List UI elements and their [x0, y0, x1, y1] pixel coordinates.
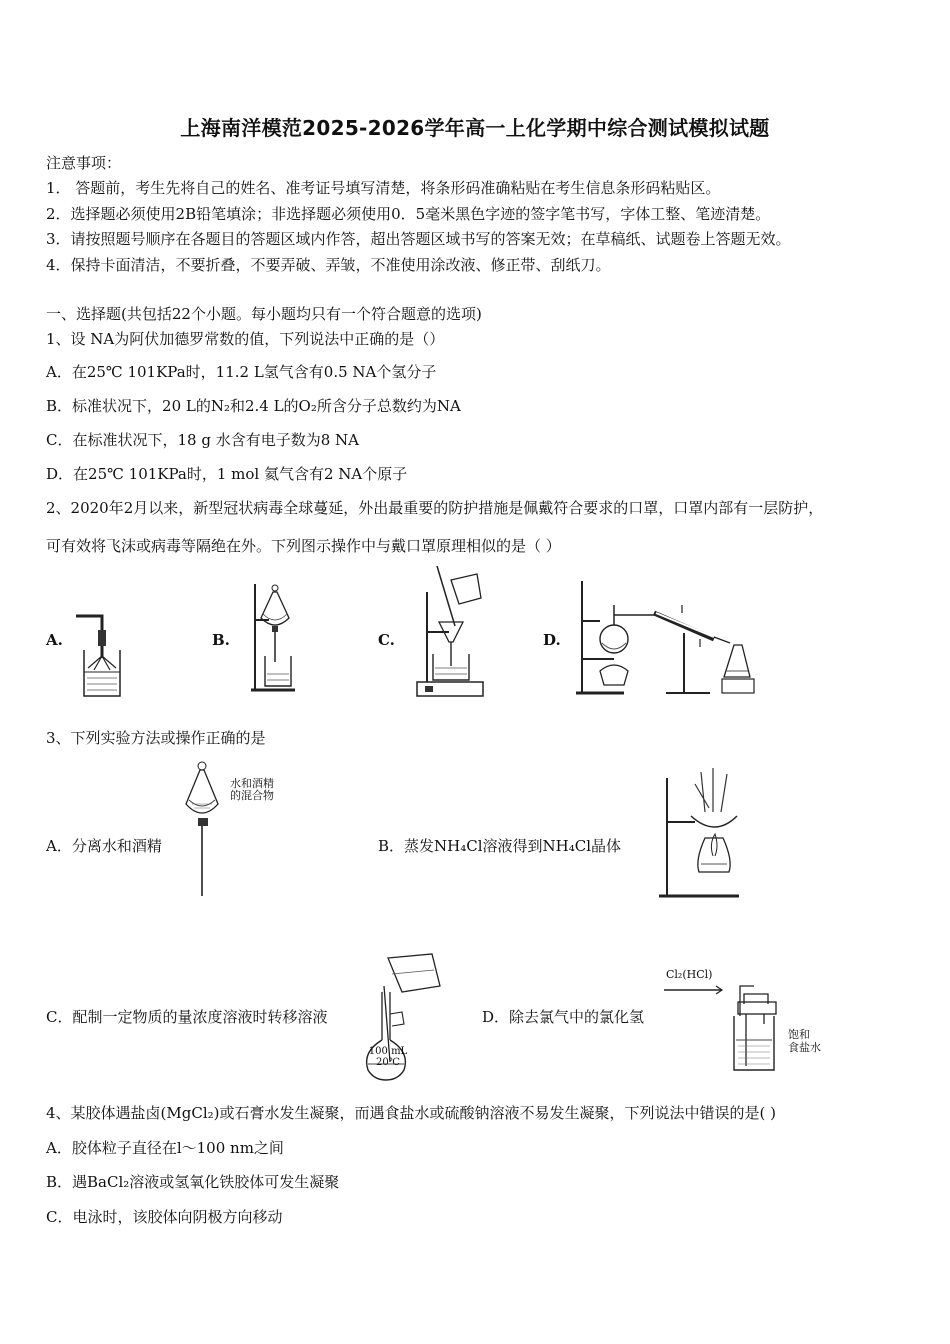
q2-figure-c-filtration	[415, 562, 487, 704]
notice-item-4: 4．保持卡面清洁，不要折叠，不要弄破、弄皱，不准使用涂改液、修正带、刮纸刀。	[46, 256, 611, 274]
notice-item-1: 1． 答题前，考生先将自己的姓名、准考证号填写清楚，将条形码准确粘贴在考生信息条形码粘贴区。	[46, 179, 721, 197]
q1-option-a: A．在25℃ 101KPa时，11.2 L氢气含有0.5 NA个氢分子	[46, 363, 437, 381]
q4-option-b: B．遇BaCl₂溶液或氢氧化铁胶体可发生凝聚	[46, 1173, 340, 1191]
q4-stem: 4、某胶体遇盐卤(MgCl₂)或石膏水发生凝聚，而遇食盐水或硫酸钠溶液不易发生凝聚，下列说法中错误的是( )	[46, 1104, 776, 1122]
notice-heading: 注意事项：	[46, 154, 122, 172]
q4-option-c: C．电泳时，该胶体向阴极方向移动	[46, 1208, 283, 1226]
q3-a-fig-label-1: 水和酒精	[230, 777, 274, 790]
q2-stem-line2: 可有效将飞沫或病毒等隔绝在外。下列图示操作中与戴口罩原理相似的是（ ）	[46, 537, 561, 555]
q1-option-d: D．在25℃ 101KPa时，1 mol 氦气含有2 NA个原子	[46, 465, 408, 483]
section-heading: 一、选择题(共包括22个小题。每小题均只有一个符合题意的选项)	[46, 305, 482, 323]
q2-figure-d-distillation	[574, 575, 764, 701]
q3-option-a: A．分离水和酒精	[46, 837, 162, 855]
q3-figure-a-separatory-funnel	[180, 760, 230, 906]
q1-stem: 1、设 NA为阿伏加德罗常数的值，下列说法中正确的是（）	[46, 330, 445, 348]
q3-a-fig-label-2: 的混合物	[230, 789, 274, 802]
q2-label-a: A.	[46, 631, 63, 649]
q3-option-c: C．配制一定物质的量浓度溶液时转移溶液	[46, 1008, 328, 1026]
q3-d-fig-label-1: 饱和	[788, 1028, 810, 1041]
q2-figure-b-separatory-funnel	[245, 580, 305, 696]
q2-stem-line1: 2、2020年2月以来，新型冠状病毒全球蔓延，外出最重要的防护措施是佩戴符合要求的口罩，口罩内部有一层防护，	[46, 499, 824, 517]
q3-d-fig-label-2: 食盐水	[788, 1041, 821, 1054]
notice-item-3: 3．请按照题号顺序在各题目的答题区域内作答，超出答题区域书写的答案无效；在草稿纸、试题卷上答题无效。	[46, 230, 791, 248]
q3-figure-d-gas-washing-bottle	[662, 982, 782, 1078]
notice-item-2: 2．选择题必须使用2B铅笔填涂；非选择题必须使用0．5毫米黑色字迹的签字笔书写，字体工整、笔迹清楚。	[46, 205, 771, 223]
q2-figure-a-beaker-tube	[74, 608, 134, 704]
q3-option-d: D．除去氯气中的氯化氢	[482, 1008, 645, 1026]
q3-option-b: B．蒸发NH₄Cl溶液得到NH₄Cl晶体	[378, 837, 622, 855]
q3-c-fig-label-temp: 20℃	[376, 1057, 400, 1068]
q2-label-c: C.	[378, 631, 395, 649]
q1-option-b: B．标准状况下，20 L的N₂和2.4 L的O₂所含分子总数约为NA	[46, 397, 461, 415]
q3-d-fig-label-gas: Cl₂(HCl)	[666, 968, 713, 981]
q1-option-c: C．在标准状况下，18 g 水含有电子数为8 NA	[46, 431, 359, 449]
q2-label-d: D.	[543, 631, 561, 649]
q2-label-b: B.	[212, 631, 230, 649]
q3-figure-b-evaporation	[655, 768, 745, 904]
page-title: 上海南洋模范2025-2026学年高一上化学期中综合测试模拟试题	[180, 116, 770, 140]
q3-stem: 3、下列实验方法或操作正确的是	[46, 729, 266, 747]
q3-c-fig-label-volume: 100 mL	[368, 1046, 408, 1057]
q4-option-a: A．胶体粒子直径在l～100 nm之间	[46, 1139, 284, 1157]
